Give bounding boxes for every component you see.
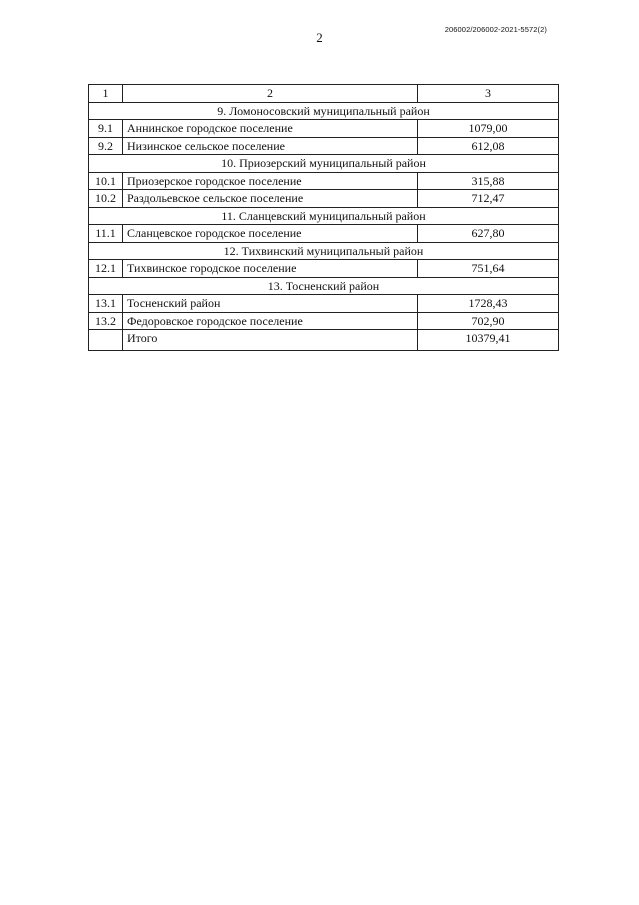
table-row [89,172,559,190]
table-row [89,137,559,155]
amount-value: 751,64 [418,260,559,278]
settlement-name: Приозерское городское поселение [123,172,418,190]
table-header-row [89,85,559,103]
amount-value: 627,80 [418,225,559,243]
header-col-3: 3 [418,85,559,103]
table-row [89,120,559,138]
total-value: 10379,41 [418,330,559,351]
allocation-table [88,84,559,351]
total-row [89,330,559,351]
row-number: 10.2 [89,190,123,208]
amount-value: 1079,00 [418,120,559,138]
header-col-2: 2 [123,85,418,103]
section-row [89,207,559,225]
total-number [89,330,123,351]
table-row [89,295,559,313]
header-col-1: 1 [89,85,123,103]
section-title: 10. Приозерский муниципальный район [89,155,559,173]
settlement-name: Аннинское городское поселение [123,120,418,138]
settlement-name: Тосненский район [123,295,418,313]
row-number: 10.1 [89,172,123,190]
section-row [89,277,559,295]
amount-value: 1728,43 [418,295,559,313]
row-number: 13.2 [89,312,123,330]
section-row [89,102,559,120]
row-number: 13.1 [89,295,123,313]
section-row [89,242,559,260]
amount-value: 612,08 [418,137,559,155]
section-title: 13. Тосненский район [89,277,559,295]
row-number: 9.2 [89,137,123,155]
table-row [89,312,559,330]
total-label: Итого [123,330,418,351]
settlement-name: Тихвинское городское поселение [123,260,418,278]
section-title: 12. Тихвинский муниципальный район [89,242,559,260]
page-number: 2 [316,30,323,45]
section-title: 11. Сланцевский муниципальный район [89,207,559,225]
table-row [89,260,559,278]
amount-value: 702,90 [418,312,559,330]
row-number: 11.1 [89,225,123,243]
document-id: 206002/206002-2021-5572(2) [444,25,547,34]
settlement-name: Низинское сельское поселение [123,137,418,155]
settlement-name: Сланцевское городское поселение [123,225,418,243]
table-row [89,225,559,243]
row-number: 12.1 [89,260,123,278]
amount-value: 315,88 [418,172,559,190]
amount-value: 712,47 [418,190,559,208]
settlement-name: Раздольевское сельское поселение [123,190,418,208]
section-title: 9. Ломоносовский муниципальный район [89,102,559,120]
settlement-name: Федоровское городское поселение [123,312,418,330]
section-row [89,155,559,173]
table-row [89,190,559,208]
row-number: 9.1 [89,120,123,138]
